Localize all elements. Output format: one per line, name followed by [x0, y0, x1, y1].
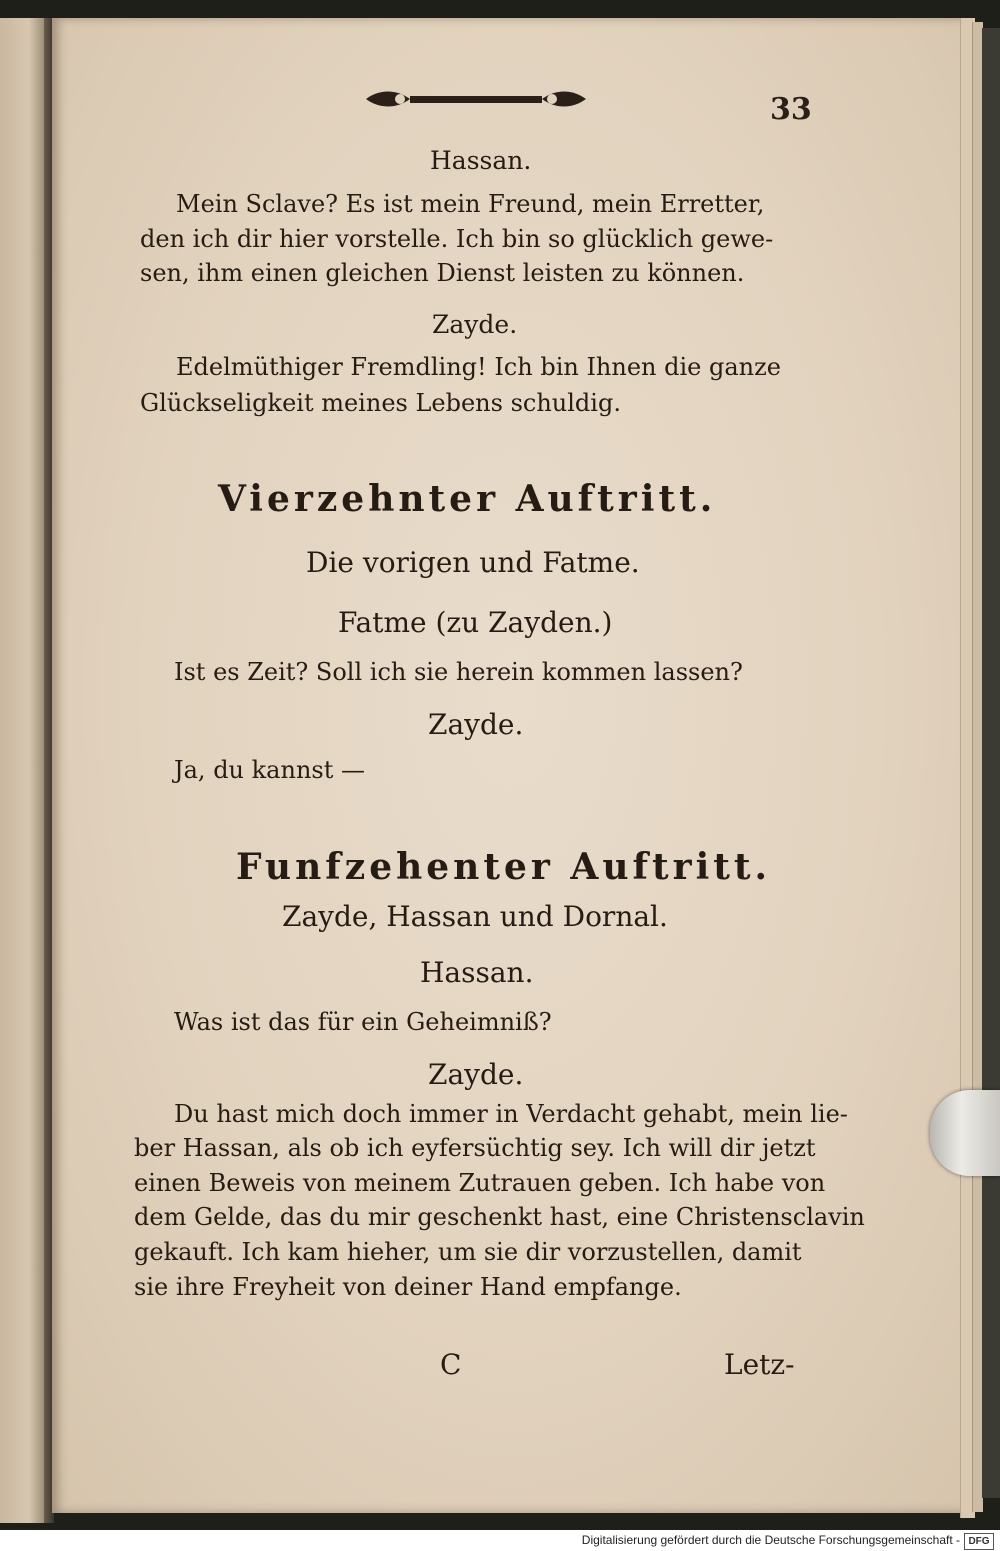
speaker-name: Zayde. [428, 1058, 524, 1091]
dialogue-line: Edelmüthiger Fremdling! Ich bin Ihnen die ganze [176, 353, 781, 381]
dialogue-line: sen, ihm einen gleichen Dienst leisten zu können. [140, 259, 745, 287]
background-edge [982, 28, 1000, 1498]
funding-credit: Digitalisierung gefördert durch die Deutsche Forschungsgemeinschaft - [581, 1533, 960, 1547]
dialogue-line: Ist es Zeit? Soll ich sie herein kommen lassen? [174, 658, 743, 686]
dialogue-line: ber Hassan, als ob ich eyfersüchtig sey. Ich will dir jetzt [134, 1134, 816, 1162]
signature-mark: C [440, 1348, 462, 1381]
dialogue-line: Mein Sclave? Es ist mein Freund, mein Erretter, [176, 190, 765, 218]
dialogue-line: den ich dir hier vorstelle. Ich bin so glücklich gewe- [140, 225, 774, 253]
dialogue-line: Was ist das für ein Geheimniß? [174, 1008, 552, 1036]
speaker-name: Zayde. [432, 310, 518, 339]
dialogue-line: Glückseligkeit meines Lebens schuldig. [140, 389, 621, 417]
dialogue-line: Ja, du kannst — [174, 756, 365, 784]
scene-heading: Vierzehnter Auftritt. [218, 478, 717, 520]
speaker-name: Zayde. [428, 708, 524, 741]
header-ornament [360, 86, 592, 114]
dfg-logo: DFG [964, 1533, 994, 1550]
dialogue-line: sie ihre Freyheit von deiner Hand empfange. [134, 1273, 682, 1301]
speaker-name: Hassan. [420, 956, 534, 989]
scene-cast: Zayde, Hassan und Dornal. [282, 900, 668, 933]
page-number: 33 [770, 92, 812, 127]
scene-cast: Die vorigen und Fatme. [306, 546, 640, 579]
scene-heading: Funfzehenter Auftritt. [236, 846, 772, 888]
catchword: Letz- [724, 1348, 795, 1381]
dialogue-line: gekauft. Ich kam hieher, um sie dir vorzustellen, damit [134, 1238, 802, 1266]
dialogue-line: einen Beweis von meinem Zutrauen geben. Ich habe von [134, 1169, 826, 1197]
page-clip [930, 1090, 1000, 1176]
dialogue-line: Du hast mich doch immer in Verdacht gehabt, mein lie- [174, 1100, 848, 1128]
speaker-name: Fatme (zu Zayden.) [338, 606, 613, 639]
speaker-name: Hassan. [430, 146, 532, 175]
dialogue-line: dem Gelde, das du mir geschenkt hast, eine Christensclavin [134, 1203, 865, 1231]
facing-page-edge [0, 18, 48, 1523]
